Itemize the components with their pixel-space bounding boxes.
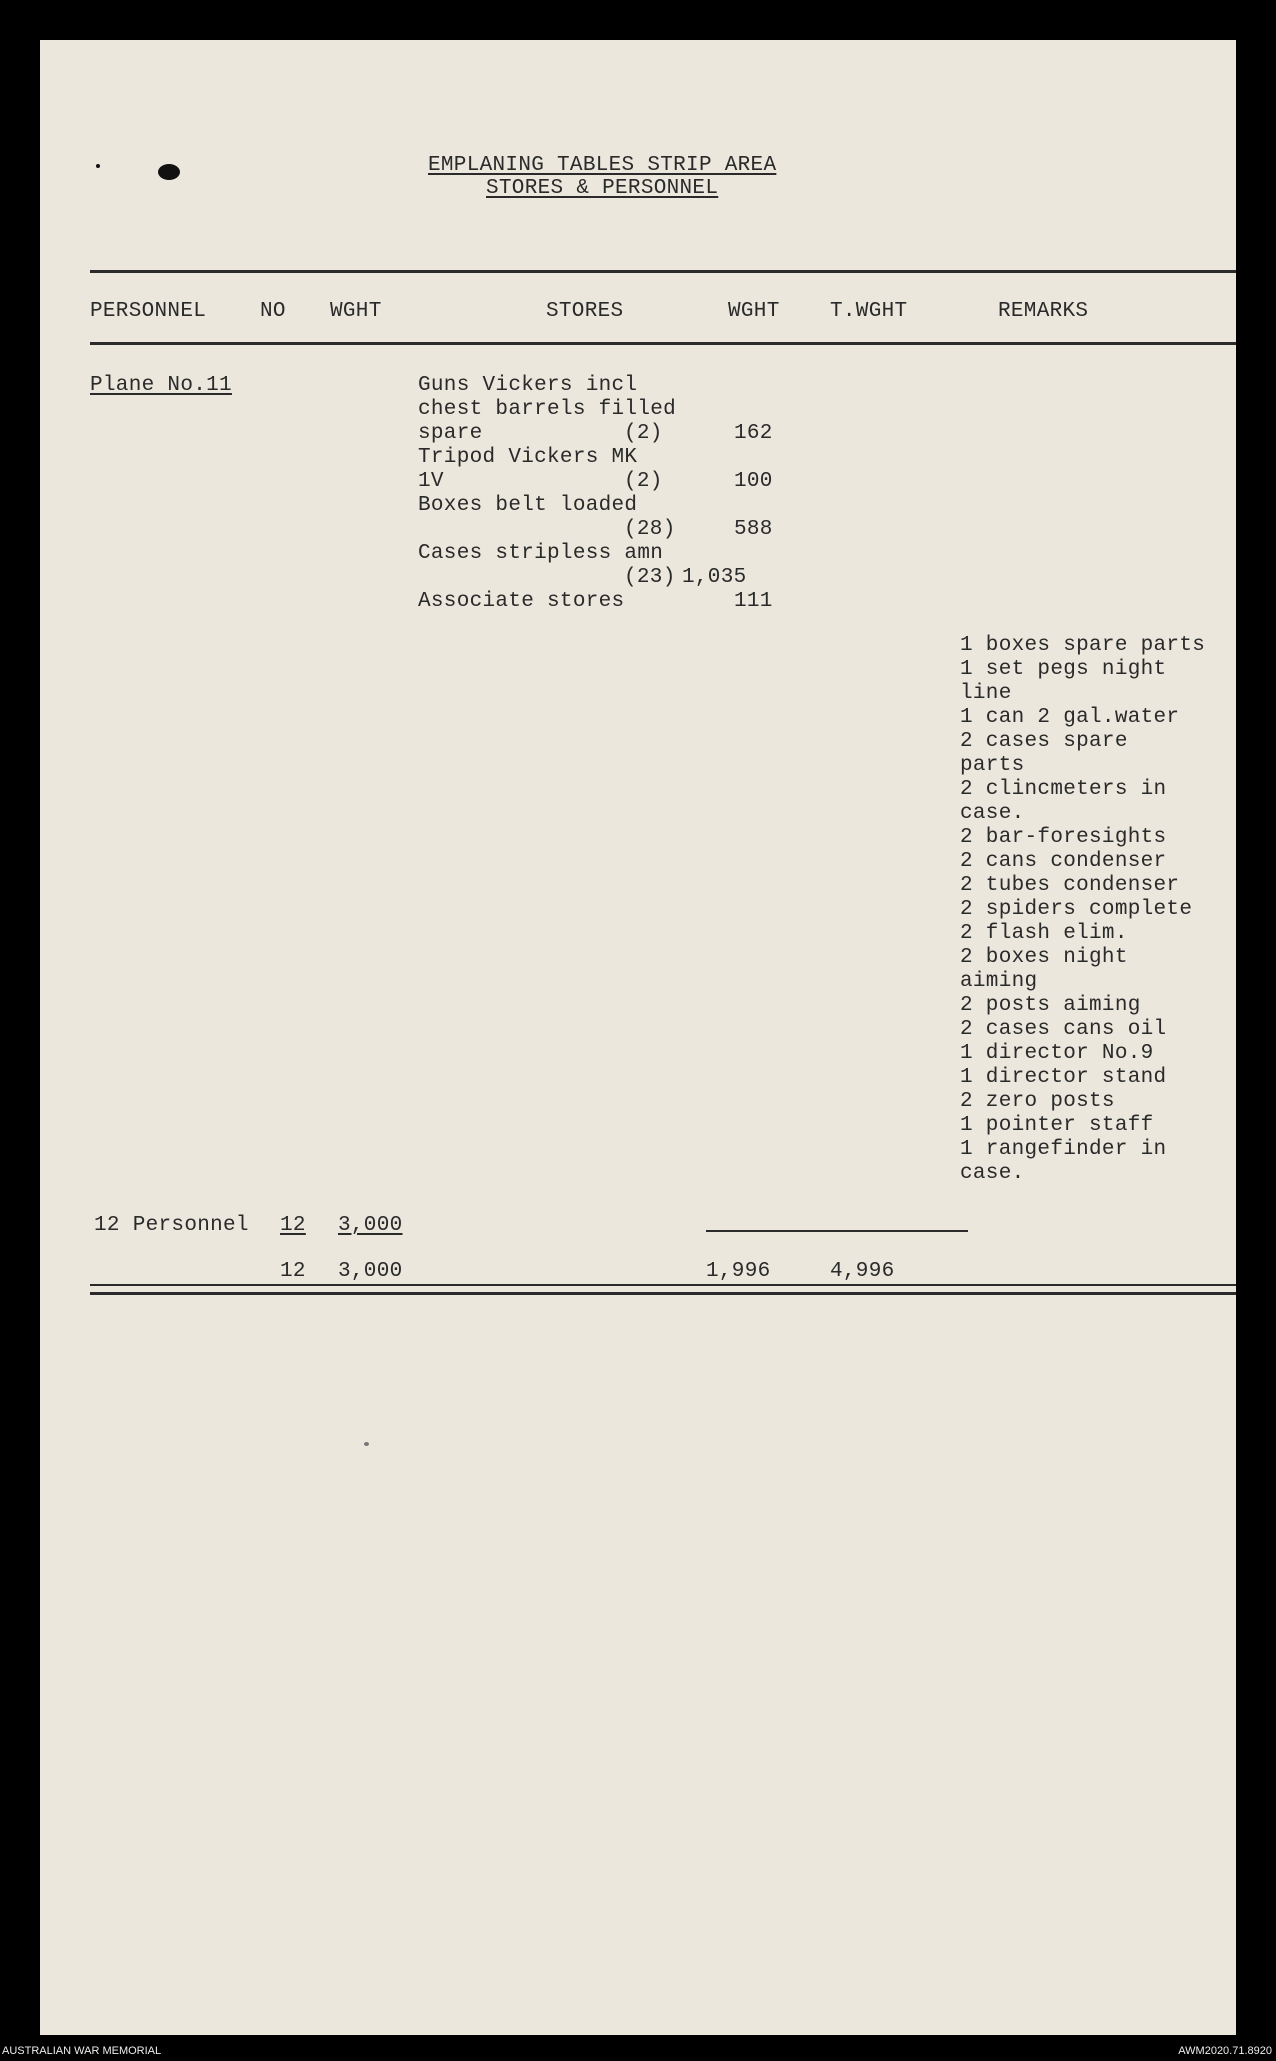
store-row: [418, 566, 818, 590]
remark-item: 1 director No.9: [960, 1042, 1154, 1065]
store-text: 1V: [418, 470, 444, 493]
remark-item: 2 clincmeters in: [960, 778, 1167, 801]
remark-item: 1 pointer staff: [960, 1114, 1154, 1137]
remark-item: 1 director stand: [960, 1066, 1167, 1089]
store-qty: (2): [624, 470, 663, 493]
remark-item: 2 bar-foresights: [960, 826, 1167, 849]
remarks-list: [960, 634, 1236, 1186]
header-personnel: PERSONNEL: [90, 300, 207, 323]
store-row: [418, 518, 818, 542]
footer-accession: AWM2020.71.8920: [1178, 2045, 1272, 2057]
rule-header: [90, 342, 1236, 345]
header-wght: WGHT: [330, 300, 382, 323]
store-wght: 111: [734, 590, 773, 613]
total-stores-wght: 1,996: [706, 1260, 771, 1283]
header-remarks: REMARKS: [998, 300, 1089, 323]
store-row: [418, 470, 818, 494]
title-line-2: STORES & PERSONNEL: [486, 177, 719, 200]
store-row: [418, 374, 818, 398]
store-text: Guns Vickers incl: [418, 374, 638, 397]
remark-item: 2 cans condenser: [960, 850, 1167, 873]
store-row: [418, 590, 818, 614]
rule-total-upper: [90, 1284, 1236, 1286]
store-wght: 100: [734, 470, 773, 493]
store-text: chest barrels filled: [418, 398, 677, 421]
store-row: [418, 422, 818, 446]
ink-blot: [158, 164, 180, 180]
rule-total-lower: [90, 1292, 1236, 1295]
title-line-1: EMPLANING TABLES STRIP AREA: [428, 154, 777, 177]
store-text: spare: [418, 422, 483, 445]
remark-item: line: [960, 682, 1012, 705]
document-page: [40, 40, 1236, 2035]
store-text: Boxes belt loaded: [418, 494, 638, 517]
remark-item: 2 tubes condenser: [960, 874, 1180, 897]
remark-item: 2 cases spare: [960, 730, 1128, 753]
rule-subtotal: [706, 1230, 968, 1232]
remark-item: parts: [960, 754, 1025, 777]
store-row: [418, 542, 818, 566]
header-no: NO: [260, 300, 286, 323]
store-row: [418, 446, 818, 470]
stores-list: [418, 374, 818, 614]
remark-item: 2 boxes night: [960, 946, 1128, 969]
remark-item: 1 boxes spare parts: [960, 634, 1206, 657]
remark-item: 1 can 2 gal.water: [960, 706, 1180, 729]
store-wght: 588: [734, 518, 773, 541]
personnel-no: 12: [280, 1214, 306, 1237]
total-no: 12: [280, 1260, 306, 1283]
personnel-label: 12 Personnel: [94, 1214, 249, 1237]
footer-credit: AUSTRALIAN WAR MEMORIAL: [2, 2045, 162, 2057]
store-wght: 1,035: [682, 566, 747, 589]
remark-item: aiming: [960, 970, 1038, 993]
store-row: [418, 494, 818, 518]
header-stores-wght: WGHT: [728, 300, 780, 323]
total-t-wght: 4,996: [830, 1260, 895, 1283]
ink-speck: [364, 1442, 369, 1446]
personnel-wght: 3,000: [338, 1214, 403, 1237]
remark-item: 2 zero posts: [960, 1090, 1115, 1113]
header-t-wght: T.WGHT: [830, 300, 908, 323]
remark-item: case.: [960, 802, 1025, 825]
plane-label: Plane No.11: [90, 374, 232, 397]
store-text: Tripod Vickers MK: [418, 446, 638, 469]
remark-item: 1 rangefinder in: [960, 1138, 1167, 1161]
total-wght: 3,000: [338, 1260, 403, 1283]
store-qty: (28): [624, 518, 676, 541]
remark-item: case.: [960, 1162, 1025, 1185]
store-text: Associate stores: [418, 590, 625, 613]
header-stores: STORES: [546, 300, 624, 323]
remark-item: 2 cases cans oil: [960, 1018, 1167, 1041]
ink-speck: [96, 164, 100, 168]
remark-item: 1 set pegs night: [960, 658, 1167, 681]
remark-item: 2 flash elim.: [960, 922, 1128, 945]
store-wght: 162: [734, 422, 773, 445]
remark-item: 2 posts aiming: [960, 994, 1141, 1017]
store-qty: (23): [624, 566, 676, 589]
store-text: Cases stripless amn: [418, 542, 664, 565]
remark-item: 2 spiders complete: [960, 898, 1193, 921]
store-row: [418, 398, 818, 422]
rule-top: [90, 270, 1236, 273]
store-qty: (2): [624, 422, 663, 445]
